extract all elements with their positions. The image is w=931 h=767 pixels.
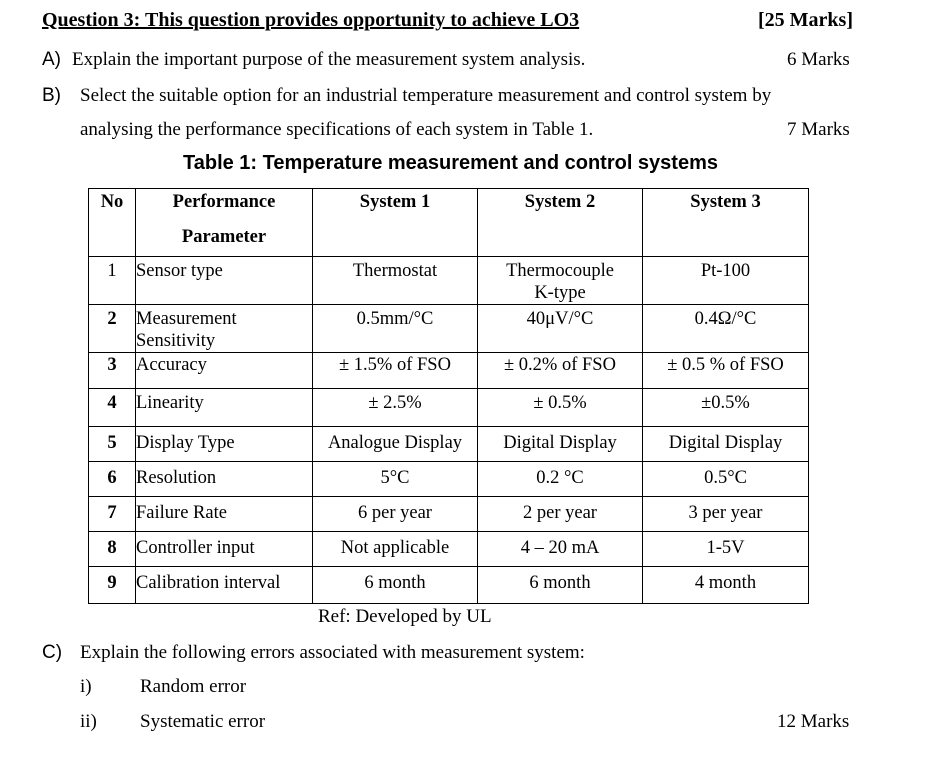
row-system-3: ±0.5% — [643, 389, 809, 427]
row-system-3: Pt-100 — [643, 257, 809, 305]
part-c-item-1-text: Random error — [140, 676, 247, 697]
table-row — [89, 462, 809, 497]
part-c-letter: C) — [42, 642, 63, 663]
part-a-text: Explain the important purpose of the measurement system analysis. — [72, 49, 586, 70]
header-param-line2: Parameter — [181, 227, 267, 247]
part-b-line1: Select the suitable option for an industrial temperature measurement and control system by — [80, 85, 772, 106]
row-param-line1: Measurement — [136, 309, 237, 329]
row-parameter: Calibration interval — [136, 567, 313, 604]
row-param-line2: Sensitivity — [136, 331, 216, 351]
row-parameter — [136, 305, 313, 353]
header-parameter — [136, 189, 313, 257]
part-a-letter: A) — [42, 49, 61, 70]
part-b-letter: B) — [42, 85, 61, 106]
table-row — [89, 353, 809, 389]
row-number: 4 — [89, 389, 136, 427]
row-parameter: Controller input — [136, 532, 313, 567]
row-number: 5 — [89, 427, 136, 462]
row-system-3: 0.5°C — [643, 462, 809, 497]
row-parameter: Sensor type — [136, 257, 313, 305]
performance-table — [88, 188, 809, 604]
row-system-3: 4 month — [643, 567, 809, 604]
header-no: No — [89, 189, 136, 257]
question-title: Question 3: This question provides opportunity to achieve LO3 — [42, 9, 580, 31]
row-number: 1 — [89, 257, 136, 305]
row-system-2: Digital Display — [478, 427, 643, 462]
table-row — [89, 389, 809, 427]
row-system-1: 6 month — [313, 567, 478, 604]
row-system-1: ± 1.5% of FSO — [313, 353, 478, 389]
row-system-2: 2 per year — [478, 497, 643, 532]
table-row — [89, 427, 809, 462]
row-number: 2 — [89, 305, 136, 353]
row-parameter: Resolution — [136, 462, 313, 497]
table-row — [89, 257, 809, 305]
table-title: Table 1: Temperature measurement and control systems — [183, 152, 718, 174]
row-system-1: Not applicable — [313, 532, 478, 567]
row-system-2: 40μV/°C — [478, 305, 643, 353]
row-system-2: 4 – 20 mA — [478, 532, 643, 567]
part-c-text: Explain the following errors associated with measurement system: — [80, 642, 585, 663]
row-number: 9 — [89, 567, 136, 604]
table-row — [89, 305, 809, 353]
part-c-item-2-text: Systematic error — [140, 711, 266, 732]
row-system-1: ± 2.5% — [313, 389, 478, 427]
row-system-3: 3 per year — [643, 497, 809, 532]
row-system-3: ± 0.5 % of FSO — [643, 353, 809, 389]
part-c-item-2-number: ii) — [80, 711, 97, 732]
question-total-marks: [25 Marks] — [758, 9, 853, 31]
row-system-1: 6 per year — [313, 497, 478, 532]
row-system-1: Thermostat — [313, 257, 478, 305]
row-system-2 — [478, 257, 643, 305]
table-row — [89, 497, 809, 532]
row-system-3: 1-5V — [643, 532, 809, 567]
part-c-marks: 12 Marks — [777, 711, 850, 732]
table-row — [89, 567, 809, 604]
header-system-3: System 3 — [643, 189, 809, 257]
row-system-2-line1: Thermocouple — [506, 261, 614, 281]
table-row — [89, 532, 809, 567]
table-header-row — [89, 189, 809, 257]
header-param-line1: Performance — [172, 192, 276, 212]
row-parameter: Linearity — [136, 389, 313, 427]
row-system-2: ± 0.5% — [478, 389, 643, 427]
row-system-2: 0.2 °C — [478, 462, 643, 497]
row-number: 8 — [89, 532, 136, 567]
row-parameter: Failure Rate — [136, 497, 313, 532]
row-number: 7 — [89, 497, 136, 532]
row-system-3: 0.4Ω/°C — [643, 305, 809, 353]
header-system-2: System 2 — [478, 189, 643, 257]
row-system-3: Digital Display — [643, 427, 809, 462]
part-c-item-1-number: i) — [80, 676, 92, 697]
row-system-2: 6 month — [478, 567, 643, 604]
row-parameter: Display Type — [136, 427, 313, 462]
header-system-1: System 1 — [313, 189, 478, 257]
row-system-1: 0.5mm/°C — [313, 305, 478, 353]
row-system-1: Analogue Display — [313, 427, 478, 462]
row-number: 3 — [89, 353, 136, 389]
part-b-line2: analysing the performance specifications of each system in Table 1. — [80, 119, 594, 140]
row-system-1: 5°C — [313, 462, 478, 497]
row-system-2-line2: K-type — [534, 283, 586, 303]
row-system-2: ± 0.2% of FSO — [478, 353, 643, 389]
row-number: 6 — [89, 462, 136, 497]
part-b-marks: 7 Marks — [787, 119, 850, 140]
part-a-marks: 6 Marks — [787, 49, 850, 70]
table-reference: Ref: Developed by UL — [318, 606, 492, 627]
row-parameter: Accuracy — [136, 353, 313, 389]
